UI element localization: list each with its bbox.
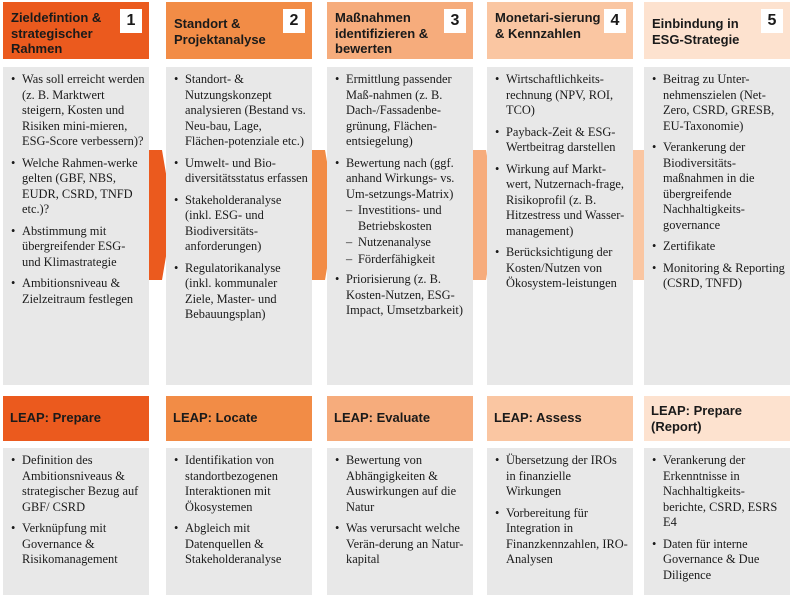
step-3-leap-label: LEAP: Evaluate	[327, 396, 473, 441]
step-4-title: Monetari-sierung & Kennzahlen	[495, 10, 601, 41]
list-item: • Was soll erreicht werden (z. B. Marktwert steigern, Kosten und Risiken mini-mieren, ESG-Score verbessern)?	[11, 72, 145, 150]
list-item: • Was verursacht welche Verän-derung an Natur-kapital	[335, 521, 469, 568]
list-item: • Monitoring & Reporting (CSRD, TNFD)	[652, 261, 786, 292]
list-item: • Zertifikate	[652, 239, 786, 255]
step-2-title: Standort & Projektanalyse	[174, 16, 266, 47]
step-4-header	[487, 2, 633, 59]
step-4-leap-content	[487, 448, 633, 595]
list-item: • Verknüpfung mit Governance & Risikomanagement	[11, 521, 145, 568]
list-item: • Definition des Ambitionsniveaus & strategischer Bezug auf GBF/ CSRD	[11, 453, 145, 515]
list-item: • Vorbereitung für Integration in Finanzkennzahlen, IRO- Analysen	[495, 506, 629, 568]
step-5-number: 5	[761, 9, 783, 33]
step-1-leap-label: LEAP: Prepare	[3, 396, 149, 441]
sub-list-item: – Förderfähigkeit	[346, 252, 469, 268]
list-item: • Identifikation von standortbezogenen Interaktionen mit Ökosystemen	[174, 453, 308, 515]
step-5-leap-content	[644, 448, 790, 595]
sub-list-item: – Investitions- und Betriebskosten	[346, 203, 469, 234]
step-4-leap-label: LEAP: Assess	[487, 396, 633, 441]
list-item: • Verankerung der Erkenntnisse in Nachhaltigkeits-berichte, CSRD, ESRS E4	[652, 453, 786, 531]
list-item: • Bewertung von Abhängigkeiten & Auswirkungen auf die Natur	[335, 453, 469, 515]
list-item: • Priorisierung (z. B. Kosten-Nutzen, ESG-Impact, Umsetzbarkeit)	[335, 272, 469, 319]
step-1-number: 1	[120, 9, 142, 33]
list-item: • Wirkung auf Markt-wert, Nutzernach-frage, Risikoprofil (z. B. Hitzestress und Wasser-management)	[495, 162, 629, 240]
list-item: • Standort- & Nutzungskonzept analysieren (Bestand vs. Neu-bau, Lage, Flächen-potenziale etc.)	[174, 72, 308, 150]
list-item: • Abgleich mit Datenquellen & Stakeholderanalyse	[174, 521, 308, 568]
list-item: • Übersetzung der IROs in finanzielle Wirkungen	[495, 453, 629, 500]
step-2-leap-content	[166, 448, 312, 595]
list-item: • Umwelt- und Bio-diversitätsstatus erfassen	[174, 156, 308, 187]
step-1-title: Zieldefintion & strategischer Rahmen	[11, 10, 102, 56]
step-3-content	[327, 67, 473, 385]
list-item: • Berücksichtigung der Kosten/Nutzen von Ökosystem-leistungen	[495, 245, 629, 292]
list-item: • Beitrag zu Unter-nehmenszielen (Net-Zero, CSRD, GRESB, EU-Taxonomie)	[652, 72, 786, 134]
step-3-title: Maßnahmen identifizieren & bewerten	[335, 10, 429, 56]
step-2-leap-label: LEAP: Locate	[166, 396, 312, 441]
list-item: • Verankerung der Biodiversitäts-maßnahmen in die übergreifende Nachhaltigkeits-governance	[652, 140, 786, 233]
list-item: • Wirtschaftlichkeits-rechnung (NPV, ROI, TCO)	[495, 72, 629, 119]
step-2-number: 2	[283, 9, 305, 33]
step-3-number: 3	[444, 9, 466, 33]
list-item: • Payback-Zeit & ESG-Wertbeitrag darstellen	[495, 125, 629, 156]
step-2-content	[166, 67, 312, 385]
list-item: • Stakeholderanalyse (inkl. ESG- und Biodiversitäts-anforderungen)	[174, 193, 308, 255]
sub-list-item: – Nutzenanalyse	[346, 235, 469, 251]
step-5-header	[644, 2, 790, 59]
step-2-header	[166, 2, 312, 59]
list-item: • Ambitionsniveau & Zielzeitraum festlegen	[11, 276, 145, 307]
list-item	[335, 156, 469, 268]
step-5-content	[644, 67, 790, 385]
step-1-leap-content	[3, 448, 149, 595]
list-item-text: Bewertung nach (ggf. anhand Wirkungs- vs. Um-setzungs-Matrix)	[346, 155, 455, 201]
list-item: • Abstimmung mit übergreifender ESG- und Klimastrategie	[11, 224, 145, 271]
step-3-header	[327, 2, 473, 59]
step-4-number: 4	[604, 9, 626, 33]
list-item: • Welche Rahmen-werke gelten (GBF, NBS, EUDR, CSRD, TNFD etc.)?	[11, 156, 145, 218]
step-5-title: Einbindung in ESG-Strategie	[652, 16, 740, 47]
list-item: • Ermittlung passender Maß-nahmen (z. B. Dach-/Fassadenbe-grünung, Flächen-entsiegelung)	[335, 72, 469, 150]
sub-list	[346, 203, 469, 267]
step-3-leap-content	[327, 448, 473, 595]
step-1-header	[3, 2, 149, 59]
list-item: • Daten für interne Governance & Due Diligence	[652, 537, 786, 584]
step-4-content	[487, 67, 633, 385]
step-1-content	[3, 67, 149, 385]
list-item: • Regulatorikanalyse (inkl. kommunaler Ziele, Master- und Bebauungsplan)	[174, 261, 308, 323]
step-5-leap-label: LEAP: Prepare (Report)	[644, 396, 790, 441]
